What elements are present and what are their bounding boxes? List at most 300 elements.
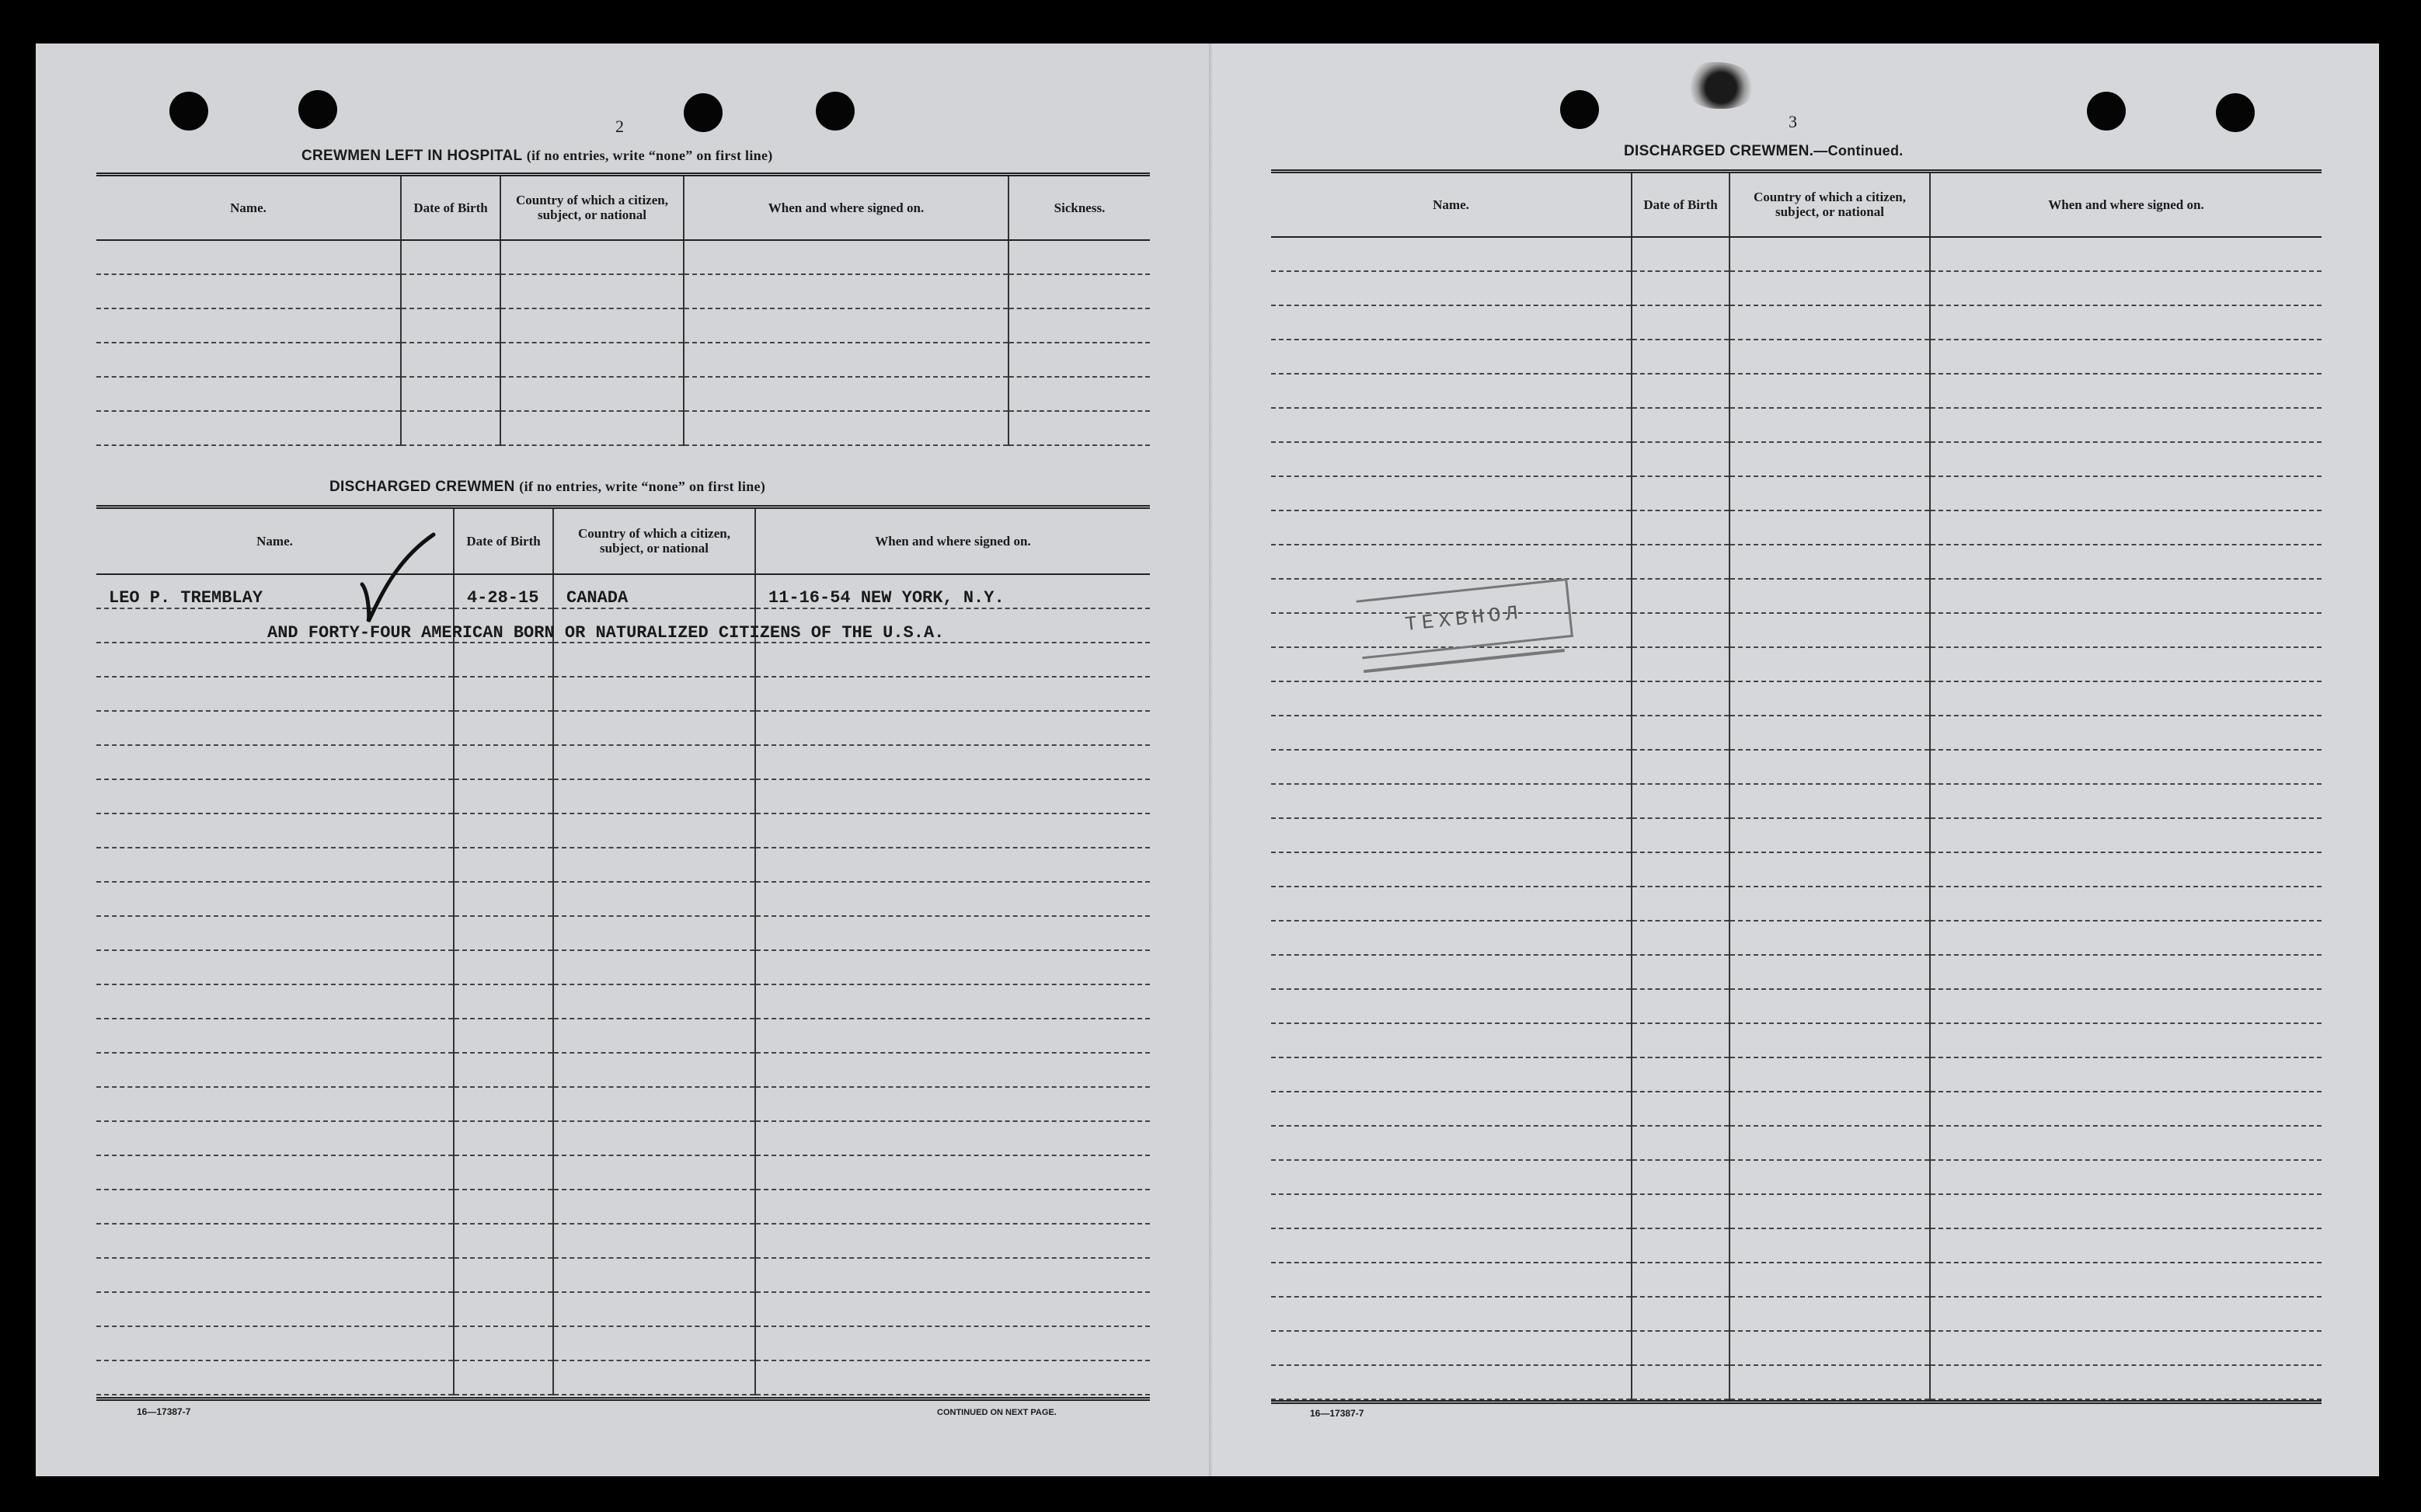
table-row bbox=[1271, 1331, 2322, 1365]
table-cell bbox=[755, 1326, 1150, 1360]
table-cell bbox=[1632, 989, 1730, 1023]
right-section-title bbox=[1624, 143, 1904, 160]
table-cell bbox=[1730, 340, 1930, 374]
table-row bbox=[1271, 1092, 2322, 1126]
table-cell bbox=[1930, 1126, 2322, 1160]
table-cell bbox=[96, 984, 454, 1019]
table-cell bbox=[1271, 1194, 1632, 1228]
table-row bbox=[96, 240, 1150, 274]
table-cell bbox=[96, 848, 454, 882]
table-cell bbox=[401, 377, 500, 411]
table-cell bbox=[1930, 374, 2322, 408]
table-cell bbox=[96, 1292, 454, 1326]
table-cell bbox=[454, 643, 553, 677]
table-row bbox=[96, 848, 1150, 882]
table-cell bbox=[96, 1190, 454, 1224]
table-cell bbox=[755, 643, 1150, 677]
table-cell bbox=[684, 274, 1008, 308]
table-cell bbox=[1730, 887, 1930, 921]
table-cell bbox=[1632, 271, 1730, 305]
table-cell bbox=[684, 411, 1008, 445]
table-cell bbox=[454, 1360, 553, 1395]
table-row bbox=[96, 1292, 1150, 1326]
table-cell bbox=[1730, 1194, 1930, 1228]
table-cell bbox=[684, 308, 1008, 343]
punch-hole bbox=[816, 92, 855, 131]
table-cell bbox=[755, 1019, 1150, 1053]
table-cell bbox=[1730, 716, 1930, 750]
table-row bbox=[1271, 1160, 2322, 1194]
table-cell bbox=[755, 711, 1150, 745]
right-title-text: DISCHARGED CREWMEN. bbox=[1624, 143, 1814, 159]
header-signed-on: When and where signed on. bbox=[684, 175, 1008, 240]
table-cell bbox=[553, 984, 755, 1019]
table-row bbox=[96, 1326, 1150, 1360]
table-cell bbox=[553, 1121, 755, 1155]
table-row bbox=[96, 1224, 1150, 1258]
table-cell bbox=[1271, 374, 1632, 408]
table-cell bbox=[1930, 1160, 2322, 1194]
bottom-rule bbox=[96, 1397, 1150, 1406]
table-cell bbox=[1271, 237, 1632, 271]
table-cell bbox=[755, 1360, 1150, 1395]
table-row bbox=[1271, 818, 2322, 852]
table-row bbox=[96, 411, 1150, 445]
table-row bbox=[1271, 442, 2322, 476]
page-fold bbox=[1209, 44, 1212, 1476]
discharged-table-body bbox=[96, 574, 1150, 1395]
table-cell bbox=[1271, 442, 1632, 476]
table-cell bbox=[1930, 784, 2322, 818]
table-cell bbox=[755, 1121, 1150, 1155]
table-row bbox=[96, 950, 1150, 984]
table-row bbox=[1271, 545, 2322, 579]
discharged-section-title bbox=[329, 479, 765, 496]
table-cell bbox=[1008, 240, 1150, 274]
table-cell bbox=[96, 343, 401, 377]
header-name: Name. bbox=[96, 507, 454, 574]
table-cell bbox=[1930, 1023, 2322, 1057]
table-cell bbox=[755, 916, 1150, 950]
table-row bbox=[96, 779, 1150, 813]
table-cell bbox=[96, 882, 454, 916]
table-cell bbox=[1008, 377, 1150, 411]
table-cell bbox=[1632, 784, 1730, 818]
table-cell bbox=[553, 677, 755, 711]
form-number-left: 16—17387-7 bbox=[137, 1406, 191, 1417]
table-cell bbox=[553, 916, 755, 950]
table-row bbox=[1271, 1263, 2322, 1297]
table-row bbox=[96, 1360, 1150, 1395]
table-cell bbox=[1930, 716, 2322, 750]
table-cell bbox=[553, 1360, 755, 1395]
table-cell bbox=[454, 1292, 553, 1326]
table-cell bbox=[401, 274, 500, 308]
table-cell bbox=[684, 343, 1008, 377]
table-cell bbox=[1730, 818, 1930, 852]
table-cell bbox=[500, 343, 684, 377]
form-number-right: 16—17387-7 bbox=[1310, 1408, 1364, 1419]
table-cell bbox=[1271, 784, 1632, 818]
table-cell bbox=[1271, 271, 1632, 305]
table-cell bbox=[1632, 1331, 1730, 1365]
discharged-continued-table bbox=[1271, 169, 2322, 1400]
table-cell bbox=[1930, 852, 2322, 887]
table-cell bbox=[1930, 476, 2322, 510]
table-row bbox=[1271, 784, 2322, 818]
table-cell bbox=[1930, 1228, 2322, 1263]
punch-hole bbox=[2216, 93, 2255, 132]
discharged-title-text: DISCHARGED CREWMEN bbox=[329, 479, 515, 495]
table-cell bbox=[1730, 613, 1930, 647]
table-cell bbox=[553, 848, 755, 882]
table-cell bbox=[500, 411, 684, 445]
table-cell bbox=[755, 1155, 1150, 1190]
table-cell bbox=[1730, 579, 1930, 613]
table-row bbox=[1271, 305, 2322, 340]
hospital-section-title bbox=[301, 148, 773, 165]
table-cell bbox=[1271, 1160, 1632, 1194]
table-cell bbox=[1730, 1126, 1930, 1160]
table-cell bbox=[1930, 408, 2322, 442]
header-name: Name. bbox=[1271, 172, 1632, 237]
table-row bbox=[96, 1190, 1150, 1224]
table-cell bbox=[1930, 545, 2322, 579]
table-cell bbox=[1271, 852, 1632, 887]
table-row bbox=[1271, 1297, 2322, 1331]
table-cell bbox=[1271, 1023, 1632, 1057]
table-cell bbox=[553, 1258, 755, 1292]
table-cell bbox=[1008, 411, 1150, 445]
table-cell bbox=[96, 308, 401, 343]
table-row bbox=[1271, 1365, 2322, 1399]
table-row bbox=[1271, 340, 2322, 374]
table-cell bbox=[1271, 1126, 1632, 1160]
table-cell bbox=[454, 1190, 553, 1224]
table-cell bbox=[1271, 1297, 1632, 1331]
table-cell bbox=[1930, 750, 2322, 784]
table-cell bbox=[1730, 374, 1930, 408]
punch-hole bbox=[298, 90, 337, 129]
header-sickness: Sickness. bbox=[1008, 175, 1150, 240]
table-row bbox=[1271, 1057, 2322, 1092]
table-cell bbox=[500, 240, 684, 274]
table-cell bbox=[1730, 408, 1930, 442]
table-row bbox=[96, 1121, 1150, 1155]
table-cell bbox=[1730, 442, 1930, 476]
check-mark-icon bbox=[356, 530, 441, 631]
table-row bbox=[96, 677, 1150, 711]
table-cell bbox=[1930, 1263, 2322, 1297]
table-row bbox=[1271, 921, 2322, 955]
table-cell bbox=[96, 377, 401, 411]
table-row bbox=[96, 377, 1150, 411]
table-cell bbox=[1632, 681, 1730, 716]
table-cell bbox=[454, 711, 553, 745]
table-row bbox=[1271, 852, 2322, 887]
punch-hole bbox=[684, 93, 723, 132]
table-cell: LEO P. TREMBLAY bbox=[96, 574, 454, 608]
table-row bbox=[96, 984, 1150, 1019]
header-signed-on: When and where signed on. bbox=[1930, 172, 2322, 237]
table-cell bbox=[1632, 716, 1730, 750]
table-cell bbox=[1930, 237, 2322, 271]
table-cell bbox=[1271, 921, 1632, 955]
table-cell bbox=[1632, 921, 1730, 955]
table-row bbox=[1271, 955, 2322, 989]
table-cell bbox=[553, 1326, 755, 1360]
table-cell bbox=[755, 848, 1150, 882]
table-cell bbox=[454, 848, 553, 882]
table-row bbox=[1271, 1194, 2322, 1228]
table-cell bbox=[96, 1258, 454, 1292]
table-cell bbox=[454, 1155, 553, 1190]
table-cell bbox=[553, 950, 755, 984]
table-row bbox=[1271, 1126, 2322, 1160]
table-row bbox=[96, 1053, 1150, 1087]
table-cell bbox=[755, 1224, 1150, 1258]
table-cell bbox=[553, 1190, 755, 1224]
table-cell bbox=[755, 1292, 1150, 1326]
table-cell bbox=[755, 813, 1150, 848]
table-cell bbox=[454, 813, 553, 848]
table-cell bbox=[96, 745, 454, 779]
table-cell bbox=[1632, 237, 1730, 271]
table-row bbox=[1271, 716, 2322, 750]
table-cell bbox=[755, 950, 1150, 984]
table-cell bbox=[1730, 305, 1930, 340]
table-row bbox=[96, 1258, 1150, 1292]
table-cell bbox=[755, 984, 1150, 1019]
table-cell bbox=[1632, 1297, 1730, 1331]
table-cell bbox=[1632, 887, 1730, 921]
table-cell bbox=[1730, 1023, 1930, 1057]
table-cell bbox=[96, 1121, 454, 1155]
table-row bbox=[1271, 271, 2322, 305]
table-row bbox=[96, 343, 1150, 377]
table-cell bbox=[454, 1121, 553, 1155]
table-cell bbox=[1632, 1194, 1730, 1228]
table-cell bbox=[1632, 955, 1730, 989]
table-row bbox=[96, 882, 1150, 916]
continued-note: CONTINUED ON NEXT PAGE. bbox=[937, 1408, 1057, 1417]
table-cell bbox=[1271, 545, 1632, 579]
table-cell bbox=[1930, 1057, 2322, 1092]
table-row bbox=[1271, 408, 2322, 442]
table-cell bbox=[96, 677, 454, 711]
table-row bbox=[96, 308, 1150, 343]
table-cell bbox=[96, 1155, 454, 1190]
header-date-of-birth: Date of Birth bbox=[1632, 172, 1730, 237]
table-cell bbox=[1271, 989, 1632, 1023]
table-cell bbox=[1632, 374, 1730, 408]
table-cell bbox=[755, 1190, 1150, 1224]
table-row bbox=[1271, 989, 2322, 1023]
table-cell bbox=[553, 1053, 755, 1087]
table-cell bbox=[1930, 1365, 2322, 1399]
table-cell bbox=[1008, 274, 1150, 308]
page-number-left: 2 bbox=[615, 117, 624, 136]
header-name: Name. bbox=[96, 175, 401, 240]
table-cell bbox=[1930, 887, 2322, 921]
table-row bbox=[96, 643, 1150, 677]
table-cell bbox=[401, 240, 500, 274]
punch-hole bbox=[2087, 92, 2126, 131]
table-cell: 4-28-15 bbox=[454, 574, 553, 608]
header-signed-on: When and where signed on. bbox=[755, 507, 1150, 574]
hospital-table-body bbox=[96, 240, 1150, 445]
table-cell bbox=[1632, 476, 1730, 510]
table-cell bbox=[454, 779, 553, 813]
table-cell bbox=[1271, 1092, 1632, 1126]
table-cell bbox=[1930, 271, 2322, 305]
table-cell bbox=[1930, 989, 2322, 1023]
table-cell bbox=[454, 1258, 553, 1292]
table-cell bbox=[1730, 647, 1930, 681]
table-cell bbox=[454, 745, 553, 779]
table-row bbox=[96, 1019, 1150, 1053]
table-row bbox=[1271, 237, 2322, 271]
table-cell bbox=[755, 779, 1150, 813]
table-cell bbox=[1632, 818, 1730, 852]
table-row bbox=[96, 813, 1150, 848]
punch-hole bbox=[1560, 90, 1599, 129]
table-row bbox=[96, 745, 1150, 779]
table-cell bbox=[1930, 955, 2322, 989]
table-row bbox=[96, 1087, 1150, 1121]
hospital-title-text: CREWMEN LEFT IN HOSPITAL bbox=[301, 148, 523, 164]
table-cell bbox=[454, 1326, 553, 1360]
table-cell bbox=[1632, 1160, 1730, 1194]
table-cell bbox=[1730, 955, 1930, 989]
table-cell bbox=[684, 240, 1008, 274]
right-title-suffix: —Continued. bbox=[1813, 143, 1904, 159]
table-cell bbox=[96, 1053, 454, 1087]
table-cell bbox=[96, 1360, 454, 1395]
table-cell bbox=[1632, 1263, 1730, 1297]
table-cell bbox=[1730, 750, 1930, 784]
table-cell bbox=[401, 343, 500, 377]
table-cell bbox=[1930, 305, 2322, 340]
table-row bbox=[96, 711, 1150, 745]
bottom-rule bbox=[1271, 1400, 2322, 1409]
header-date-of-birth: Date of Birth bbox=[454, 507, 553, 574]
table-cell bbox=[1930, 340, 2322, 374]
table-cell bbox=[1930, 681, 2322, 716]
table-cell bbox=[553, 745, 755, 779]
table-cell bbox=[454, 1053, 553, 1087]
table-cell bbox=[1271, 1263, 1632, 1297]
table-cell bbox=[1271, 340, 1632, 374]
table-cell bbox=[96, 274, 401, 308]
table-cell bbox=[1930, 1092, 2322, 1126]
table-cell bbox=[1632, 1023, 1730, 1057]
table-cell bbox=[553, 1155, 755, 1190]
table-cell bbox=[1930, 579, 2322, 613]
table-cell bbox=[500, 308, 684, 343]
table-cell bbox=[1730, 1092, 1930, 1126]
table-cell bbox=[1271, 716, 1632, 750]
punch-hole bbox=[169, 92, 208, 131]
table-cell bbox=[1730, 271, 1930, 305]
table-cell bbox=[401, 308, 500, 343]
table-cell bbox=[1730, 476, 1930, 510]
table-cell bbox=[1930, 1297, 2322, 1331]
table-cell bbox=[1730, 510, 1930, 545]
table-cell bbox=[1271, 408, 1632, 442]
table-cell bbox=[1632, 340, 1730, 374]
table-cell bbox=[1632, 305, 1730, 340]
table-cell bbox=[1271, 955, 1632, 989]
table-cell bbox=[454, 1019, 553, 1053]
table-cell bbox=[1008, 308, 1150, 343]
table-cell bbox=[1632, 579, 1730, 613]
table-cell bbox=[553, 1019, 755, 1053]
table-cell bbox=[1271, 510, 1632, 545]
table-cell bbox=[454, 1224, 553, 1258]
table-row bbox=[96, 574, 1150, 608]
table-cell bbox=[1271, 818, 1632, 852]
table-cell bbox=[1930, 442, 2322, 476]
table-cell bbox=[454, 882, 553, 916]
table-cell bbox=[1271, 1365, 1632, 1399]
table-cell bbox=[1271, 305, 1632, 340]
table-cell bbox=[96, 1087, 454, 1121]
discharged-instruction: (if no entries, write “none” on first line) bbox=[519, 479, 766, 494]
table-cell bbox=[1730, 681, 1930, 716]
page-number-right: 3 bbox=[1789, 112, 1797, 131]
table-cell bbox=[1730, 921, 1930, 955]
table-cell bbox=[96, 916, 454, 950]
right-table-body bbox=[1271, 237, 2322, 1399]
table-cell bbox=[553, 1224, 755, 1258]
table-cell bbox=[1632, 647, 1730, 681]
table-cell bbox=[1008, 343, 1150, 377]
header-date-of-birth: Date of Birth bbox=[401, 175, 500, 240]
table-cell bbox=[553, 882, 755, 916]
table-cell bbox=[553, 779, 755, 813]
table-cell bbox=[1271, 476, 1632, 510]
table-cell bbox=[755, 882, 1150, 916]
table-cell bbox=[1730, 1160, 1930, 1194]
table-cell bbox=[1271, 681, 1632, 716]
table-row bbox=[1271, 1023, 2322, 1057]
table-cell bbox=[500, 274, 684, 308]
table-cell bbox=[1632, 613, 1730, 647]
table-cell bbox=[96, 411, 401, 445]
table-cell bbox=[96, 711, 454, 745]
table-cell bbox=[1730, 1297, 1930, 1331]
table-cell bbox=[1730, 1331, 1930, 1365]
table-cell: CANADA bbox=[553, 574, 755, 608]
table-cell bbox=[1632, 442, 1730, 476]
table-cell bbox=[1632, 510, 1730, 545]
table-cell bbox=[755, 677, 1150, 711]
table-cell bbox=[1730, 1228, 1930, 1263]
hospital-table bbox=[96, 172, 1150, 446]
table-cell bbox=[96, 813, 454, 848]
hospital-instruction: (if no entries, write “none” on first line) bbox=[526, 148, 773, 163]
table-row bbox=[1271, 681, 2322, 716]
table-cell bbox=[96, 1326, 454, 1360]
table-cell bbox=[1271, 887, 1632, 921]
table-cell bbox=[1632, 750, 1730, 784]
table-row bbox=[96, 1155, 1150, 1190]
table-cell bbox=[684, 377, 1008, 411]
table-cell bbox=[553, 1292, 755, 1326]
table-cell bbox=[1271, 750, 1632, 784]
table-cell bbox=[1632, 1228, 1730, 1263]
